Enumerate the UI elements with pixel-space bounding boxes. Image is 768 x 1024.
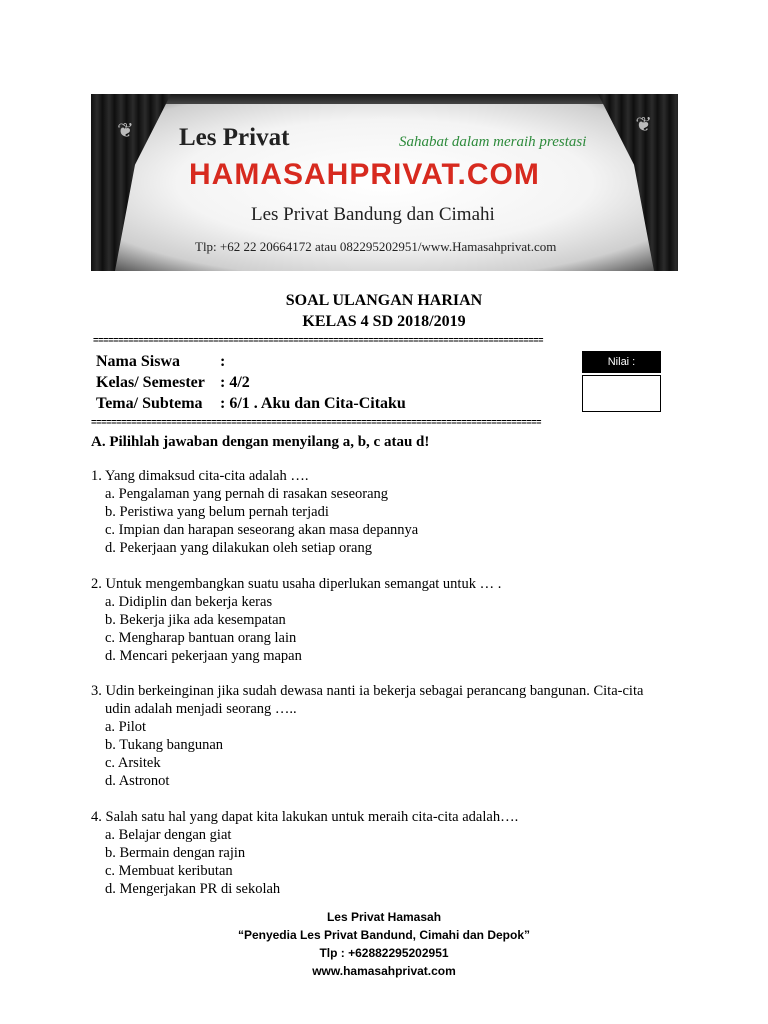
option-a: a. Pengalaman yang pernah di rasakan seseorang — [105, 486, 389, 502]
question-stem: 3. Udin berkeinginan jika sudah dewasa nanti ia bekerja sebagai perancang bangunan. Cita-cita — [91, 683, 644, 699]
question-2 — [91, 575, 501, 665]
footer-website: www.hamasahprivat.com — [312, 964, 456, 978]
header-banner — [91, 94, 678, 271]
footer-name: Les Privat Hamasah — [326, 910, 442, 924]
option-c: c. Membuat keributan — [105, 863, 233, 879]
option-a: a. Pilot — [105, 719, 147, 735]
option-c: c. Mengharap bantuan orang lain — [105, 630, 297, 646]
theme-value: : 6/1 . Aku dan Cita-Citaku — [220, 395, 406, 412]
footer-phone: Tlp : +62882295202951 — [319, 946, 449, 960]
ornament-icon: ❦ — [635, 112, 652, 136]
theme-label: Tema/ Subtema — [96, 395, 203, 412]
info-class-row — [96, 374, 250, 392]
class-value: : 4/2 — [220, 374, 250, 391]
footer — [0, 908, 768, 980]
banner-city: Les Privat Bandung dan Cimahi — [251, 204, 495, 225]
question-3 — [91, 682, 643, 790]
question-stem: 2. Untuk mengembangkan suatu usaha diperlukan semangat untuk … . — [91, 576, 502, 592]
option-d: d. Pekerjaan yang dilakukan oleh setiap orang — [105, 540, 372, 556]
exam-subtitle: KELAS 4 SD 2018/2019 — [302, 313, 466, 330]
question-stem: 4. Salah satu hal yang dapat kita lakukan untuk meraih cita-cita adalah…. — [91, 809, 519, 825]
option-b: b. Peristiwa yang belum pernah terjadi — [105, 504, 329, 520]
option-d: d. Mengerjakan PR di sekolah — [105, 881, 281, 897]
name-label: Nama Siswa — [96, 353, 181, 370]
name-value: : — [220, 353, 226, 370]
score-label: Nilai : — [582, 351, 661, 373]
curtain-valance — [91, 94, 678, 104]
option-b: b. Tukang bangunan — [105, 737, 224, 753]
option-d: d. Astronot — [105, 773, 170, 789]
option-b: b. Bekerja jika ada kesempatan — [105, 612, 286, 628]
class-label: Kelas/ Semester — [96, 374, 205, 391]
divider-bottom: ========================================================================================== — [91, 418, 542, 428]
banner-title: Les Privat — [179, 124, 290, 151]
info-name-row — [96, 353, 225, 371]
footer-tagline: “Penyedia Les Privat Bandund, Cimahi dan Depok” — [237, 928, 531, 942]
section-a-instruction: A. Pilihlah jawaban dengan menyilang a, b, c atau d! — [91, 434, 430, 450]
exam-title: SOAL ULANGAN HARIAN — [285, 292, 483, 309]
option-b: b. Bermain dengan rajin — [105, 845, 246, 861]
option-c: c. Arsitek — [105, 755, 161, 771]
info-theme-row — [96, 395, 406, 413]
divider-top: ========================================================================================== — [93, 336, 544, 346]
option-c: c. Impian dan harapan seseorang akan masa depannya — [105, 522, 419, 538]
banner-contact: Tlp: +62 22 20664172 atau 082295202951/www.Hamasahprivat.com — [195, 239, 557, 254]
score-box — [582, 375, 661, 412]
option-d: d. Mencari pekerjaan yang mapan — [105, 648, 302, 664]
question-stem-continued: udin adalah menjadi seorang ….. — [105, 701, 297, 717]
question-4 — [91, 808, 518, 898]
banner-brand: HAMASAHPRIVAT.COM — [189, 158, 540, 191]
question-1 — [91, 467, 418, 557]
option-a: a. Didiplin dan bekerja keras — [105, 594, 273, 610]
option-a: a. Belajar dengan giat — [105, 827, 232, 843]
question-stem: 1. Yang dimaksud cita-cita adalah …. — [91, 468, 309, 484]
banner-slogan: Sahabat dalam meraih prestasi — [399, 134, 587, 150]
ornament-icon: ❦ — [117, 118, 134, 142]
